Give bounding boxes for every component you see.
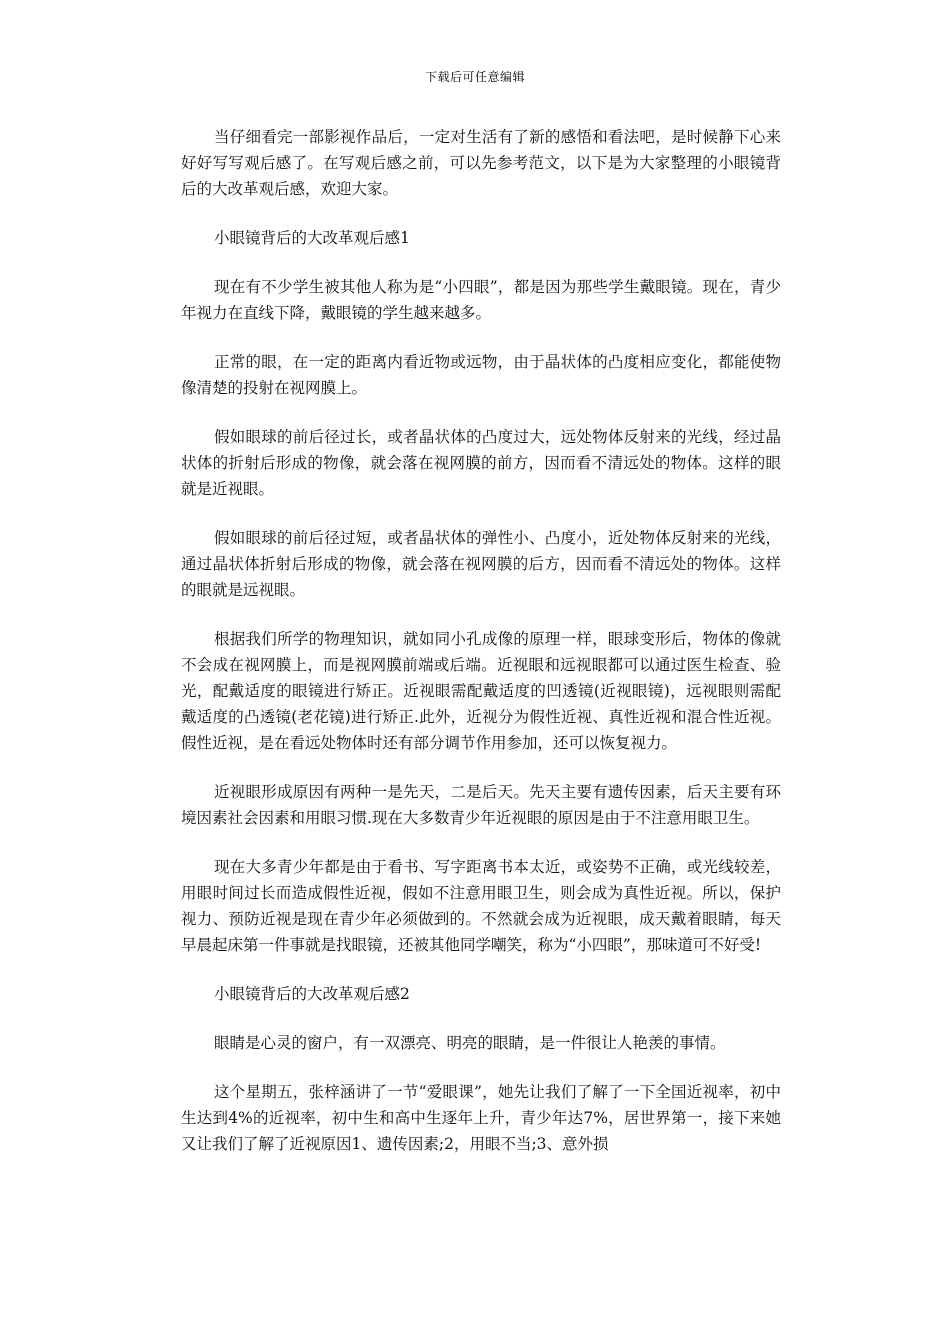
paragraph: 现在有不少学生被其他人称为是“小四眼”，都是因为那些学生戴眼镜。现在，青少年视力在直线下降，戴眼镜的学生越来越多。	[181, 278, 781, 322]
section-heading-1: 小眼镜背后的大改革观后感1	[214, 229, 410, 247]
intro-paragraph: 当仔细看完一部影视作品后，一定对生活有了新的感悟和看法吧，是时候静下心来好好写写观后感了。在写观后感之前，可以先参考范文，以下是为大家整理的小眼镜背后的大改革观后感，欢迎大家。	[181, 128, 781, 198]
paragraph: 现在大多青少年都是由于看书、写字距离书本太近，或姿势不正确，或光线较差，用眼时间过长而造成假性近视，假如不注意用眼卫生，则会成为真性近视。所以，保护视力、预防近视是现在青少年必须做到的。不然就会成为近视眼，成天戴着眼睛，每天早晨起床第一件事就是找眼镜，还被其他同学嘲笑，称为“小四眼”，那味道可不好受!	[181, 858, 781, 954]
paragraph: 根据我们所学的物理知识，就如同小孔成像的原理一样，眼球变形后，物体的像就不会成在视网膜上，而是视网膜前端或后端。近视眼和远视眼都可以通过医生检查、验光，配戴适度的眼镜进行矫正。近视眼需配戴适度的凹透镜(近视眼镜)，远视眼则需配戴适度的凸透镜(老花镜)进行矫正.此外，近视分为假性近视、真性近视和混合性近视。假性近视，是在看远处物体时还有部分调节作用参加，还可以恢复视力。	[181, 630, 781, 752]
header-note: 下载后可任意编辑	[424, 70, 525, 84]
document-body	[181, 124, 781, 1180]
section-heading-2: 小眼镜背后的大改革观后感2	[214, 985, 410, 1003]
paragraph: 正常的眼，在一定的距离内看近物或远物，由于晶状体的凸度相应变化，都能使物像清楚的投射在视网膜上。	[181, 353, 781, 397]
paragraph: 假如眼球的前后径过长，或者晶状体的凸度过大，远处物体反射来的光线，经过晶状体的折射后形成的物像，就会落在视网膜的前方，因而看不清远处的物体。这样的眼就是近视眼。	[181, 428, 781, 498]
paragraph: 眼睛是心灵的窗户，有一双漂亮、明亮的眼睛，是一件很让人艳羡的事情。	[214, 1034, 726, 1052]
paragraph: 假如眼球的前后径过短，或者晶状体的弹性小、凸度小，近处物体反射来的光线，通过晶状体折射后形成的物像，就会落在视网膜的后方，因而看不清远处的物体。这样的眼就是远视眼。	[181, 529, 781, 599]
paragraph: 近视眼形成原因有两种一是先天，二是后天。先天主要有遗传因素，后天主要有环境因素社会因素和用眼习惯.现在大多数青少年近视眼的原因是由于不注意用眼卫生。	[181, 783, 781, 827]
paragraph: 这个星期五，张梓涵讲了一节“爱眼课”，她先让我们了解了一下全国近视率，初中生达到4%的近视率，初中生和高中生逐年上升，青少年达7%，居世界第一，接下来她又让我们了解了近视原因1、遗传因素;2，用眼不当;3、意外损	[181, 1083, 781, 1153]
